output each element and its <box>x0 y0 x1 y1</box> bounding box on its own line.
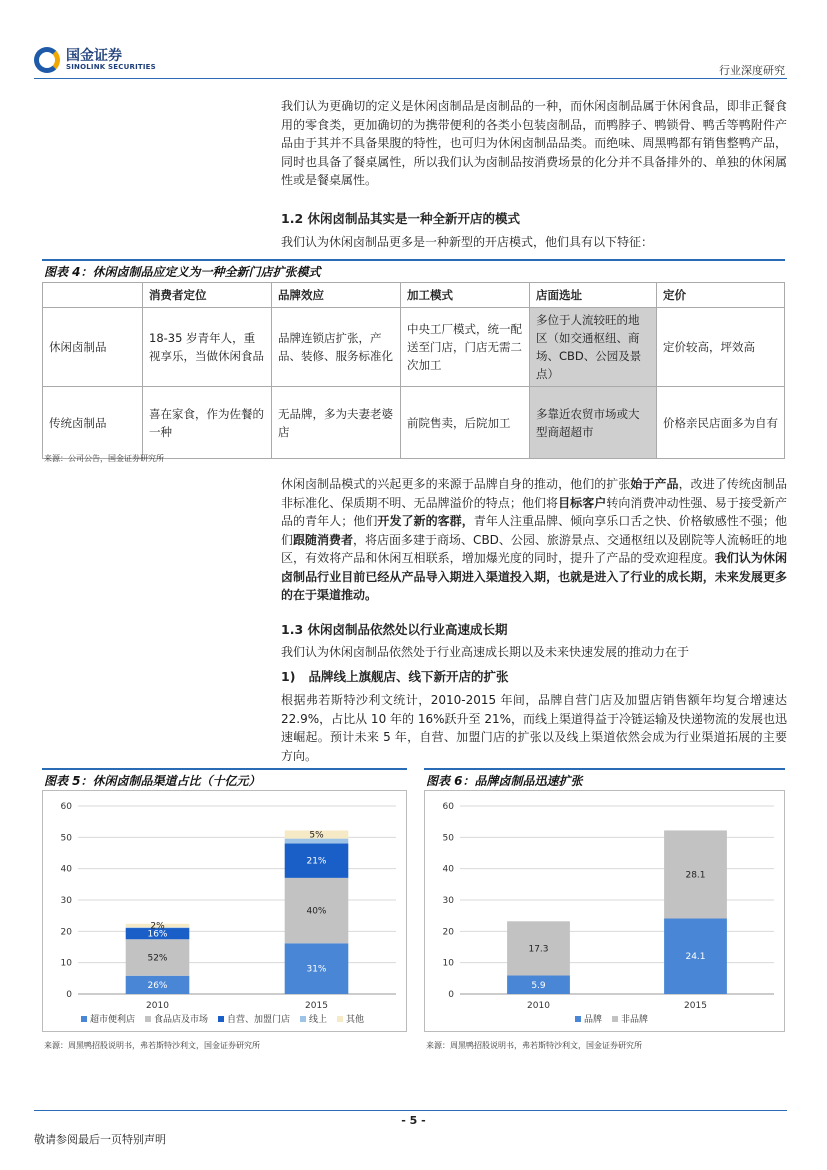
text-span: ，将店面多建于商场、CBD、公园、旅游景点、交通枢纽以及剧院等人流畅旺的地区，有效将产品和休闲互相联系，增加爆光度的同时，提升了产品的受欢迎程度。 <box>281 532 787 565</box>
data-label: 16% <box>147 929 168 940</box>
figure6-source: 来源：周黑鸭招股说明书，弗若斯特沙利文，国金证券研究所 <box>426 1041 642 1050</box>
legend-swatch <box>300 1016 306 1022</box>
table-cell: 喜在家食，作为佐餐的一种 <box>143 387 272 459</box>
data-label: 21% <box>306 856 327 867</box>
logo-cn-text: 国金证券 <box>66 48 122 64</box>
figure6-title: 图表 6：品牌卤制品迅速扩张 <box>426 774 583 788</box>
data-label: 40% <box>306 906 327 917</box>
figure5-top-line <box>42 768 407 770</box>
y-tick-label: 60 <box>60 802 72 812</box>
data-label: 2% <box>150 921 165 932</box>
table-cell: 无品牌，多为夫妻老婆店 <box>272 387 401 459</box>
figure6-top-line <box>424 768 785 770</box>
y-tick-label: 20 <box>442 927 454 938</box>
section-1-2-lead: 我们认为休闲卤制品更多是一种新型的开店模式，他们具有以下特征： <box>281 235 654 249</box>
table-header-row <box>43 283 785 308</box>
table-header-cell: 品牌效应 <box>272 283 401 308</box>
legend-label: 食品店及市场 <box>154 1015 209 1025</box>
logo-en-text: SINOLINK SECURITIES <box>66 63 156 71</box>
data-label: 26% <box>147 980 168 991</box>
logo-mark-icon <box>34 47 60 73</box>
figure4-source: 来源：公司公告，国金证券研究所 <box>44 454 164 463</box>
table-cell: 前院售卖，后院加工 <box>401 387 530 459</box>
table-header-cell: 消费者定位 <box>143 283 272 308</box>
figure5-chart <box>42 790 407 1032</box>
table-header-cell: 加工模式 <box>401 283 530 308</box>
header-divider <box>34 78 787 79</box>
y-tick-label: 40 <box>442 864 454 875</box>
figure4-top-line <box>42 259 785 261</box>
data-label: 5.9 <box>531 980 546 991</box>
table-header-cell: 定价 <box>657 283 785 308</box>
figure5-title: 图表 5：休闲卤制品渠道占比（十亿元） <box>44 774 261 788</box>
data-label: 5% <box>309 830 324 841</box>
x-tick-label: 2015 <box>684 1001 707 1011</box>
table-cell: 定价较高，坪效高 <box>657 308 785 387</box>
section-1-3-body: 根据弗若斯特沙利文统计，2010-2015 年间，品牌自营门店及加盟店销售额年均复合增速达 22.9%，占比从 10 年的 16%跃升至 21%，而线上渠道得益于冷链运输及快递物流的发展也迅速崛起。预计未来 5 年，自营、加盟门店的扩张以及线上渠道依然会成为行业渠道拓展的主要方向。 <box>281 693 787 763</box>
legend-swatch <box>145 1016 151 1022</box>
legend-swatch <box>575 1016 581 1022</box>
legend-label: 品牌 <box>584 1015 603 1025</box>
y-tick-label: 60 <box>442 802 454 812</box>
figure6-chart <box>424 790 785 1032</box>
table-row <box>43 308 785 387</box>
table-cell: 多靠近农贸市场或大型商超超市 <box>530 387 657 459</box>
data-label: 52% <box>147 953 168 964</box>
bold-span: 我们认为休闲卤制品行业目前已经从产品导入期进入渠道投入期，也就是进入了行业的成长期，未来发展更多的在于渠道推动。 <box>281 551 787 602</box>
bold-span: 跟随消费者 <box>293 532 354 547</box>
legend-swatch <box>337 1016 343 1022</box>
y-tick-label: 10 <box>60 958 72 969</box>
legend-label: 自营、加盟门店 <box>227 1015 291 1025</box>
section-1-2-heading: 1.2 休闲卤制品其实是一种全新开店的模式 <box>281 211 520 226</box>
legend-label: 非品牌 <box>621 1015 649 1025</box>
table-cell: 传统卤制品 <box>43 387 143 459</box>
y-tick-label: 0 <box>448 990 454 1000</box>
x-tick-label: 2015 <box>305 1001 328 1011</box>
y-tick-label: 0 <box>66 990 72 1000</box>
legend-swatch <box>612 1016 618 1022</box>
page-number: - 5 - <box>401 1114 426 1127</box>
table-cell: 休闲卤制品 <box>43 308 143 387</box>
y-tick-label: 40 <box>60 864 72 875</box>
table-cell: 18-35 岁青年人，重视享乐，当做休闲食品 <box>143 308 272 387</box>
y-tick-label: 30 <box>60 896 72 906</box>
bold-span: 开发了新的客群， <box>377 514 474 528</box>
data-label: 17.3 <box>528 944 549 955</box>
section-1-3-lead: 我们认为休闲卤制品依然处于行业高速成长期以及未来快速发展的推动力在于 <box>281 645 690 659</box>
y-tick-label: 50 <box>442 833 454 844</box>
section-1-3-heading: 1.3 休闲卤制品依然处以行业高速成长期 <box>281 622 508 637</box>
table-header-cell <box>43 283 143 308</box>
x-tick-label: 2010 <box>146 1001 169 1011</box>
text-span: ，改进了传统卤制品非标准化、保质期不明、无品牌溢价的特点；他们将 <box>281 477 787 510</box>
bold-span: 始于产品 <box>630 477 679 491</box>
y-tick-label: 10 <box>442 958 454 969</box>
table-cell: 价格亲民店面多为自有 <box>657 387 785 459</box>
channel-paragraph <box>281 475 787 605</box>
figure4-table <box>42 282 785 459</box>
disclaimer-note: 敬请参阅最后一页特别声明 <box>34 1133 166 1146</box>
doc-type-label: 行业深度研究 <box>719 64 785 77</box>
table-cell: 中央工厂模式，统一配送至门店，门店无需二次加工 <box>401 308 530 387</box>
y-tick-label: 50 <box>60 833 72 844</box>
text-span: 休闲卤制品模式的兴起更多的来源于品牌自身的推动，他们的扩张 <box>281 477 631 491</box>
legend-swatch <box>81 1016 87 1022</box>
legend-label: 线上 <box>309 1015 328 1025</box>
table-header-cell: 店面选址 <box>530 283 657 308</box>
y-tick-label: 30 <box>442 896 454 906</box>
figure4-title: 图表 4：休闲卤制品应定义为一种全新门店扩张模式 <box>44 265 321 279</box>
legend-label: 超市便利店 <box>90 1015 136 1025</box>
legend-swatch <box>218 1016 224 1022</box>
intro-paragraph: 我们认为更确切的定义是休闲卤制品是卤制品的一种，而休闲卤制品属于休闲食品，即非正餐食用的零食类，更加确切的为携带便利的各类小包装卤制品，而鸭脖子、鸭锁骨、鸭舌等鸭附件产品由于其并不具备果腹的特性，也可归为休闲卤制品品类。而绝味、周黑鸭都有销售整鸭产品，同时也具备了餐桌属性，所以我们认为卤制品按消费场景的化分并不具备排外的、单独的休闲属性或是餐桌属性。 <box>281 99 787 187</box>
y-tick-label: 20 <box>60 927 72 938</box>
data-label: 31% <box>306 964 327 975</box>
section-1-3-sub: 1) 品牌线上旗舰店、线下新开店的扩张 <box>281 669 509 684</box>
text-span: 转向消费冲动性强、易于接受新产品的青年人；他们 <box>281 495 787 528</box>
company-logo <box>34 47 156 73</box>
table-cell: 多位于人流较旺的地区（如交通枢纽、商场、CBD、公园及景点） <box>530 308 657 387</box>
legend-label: 其他 <box>346 1015 365 1025</box>
figure5-source: 来源：周黑鸭招股说明书，弗若斯特沙利文，国金证券研究所 <box>44 1041 260 1050</box>
footer-divider <box>34 1110 787 1111</box>
data-label: 24.1 <box>685 952 706 963</box>
table-cell: 品牌连锁店扩张，产品、装修、服务标准化 <box>272 308 401 387</box>
table-row <box>43 387 785 459</box>
text-span: 青年人注重品牌、倾向享乐口舌之快、价格敏感性不强；他们 <box>281 514 787 547</box>
data-label: 28.1 <box>685 870 706 881</box>
bold-span: 目标客户 <box>558 495 607 510</box>
x-tick-label: 2010 <box>527 1001 550 1011</box>
